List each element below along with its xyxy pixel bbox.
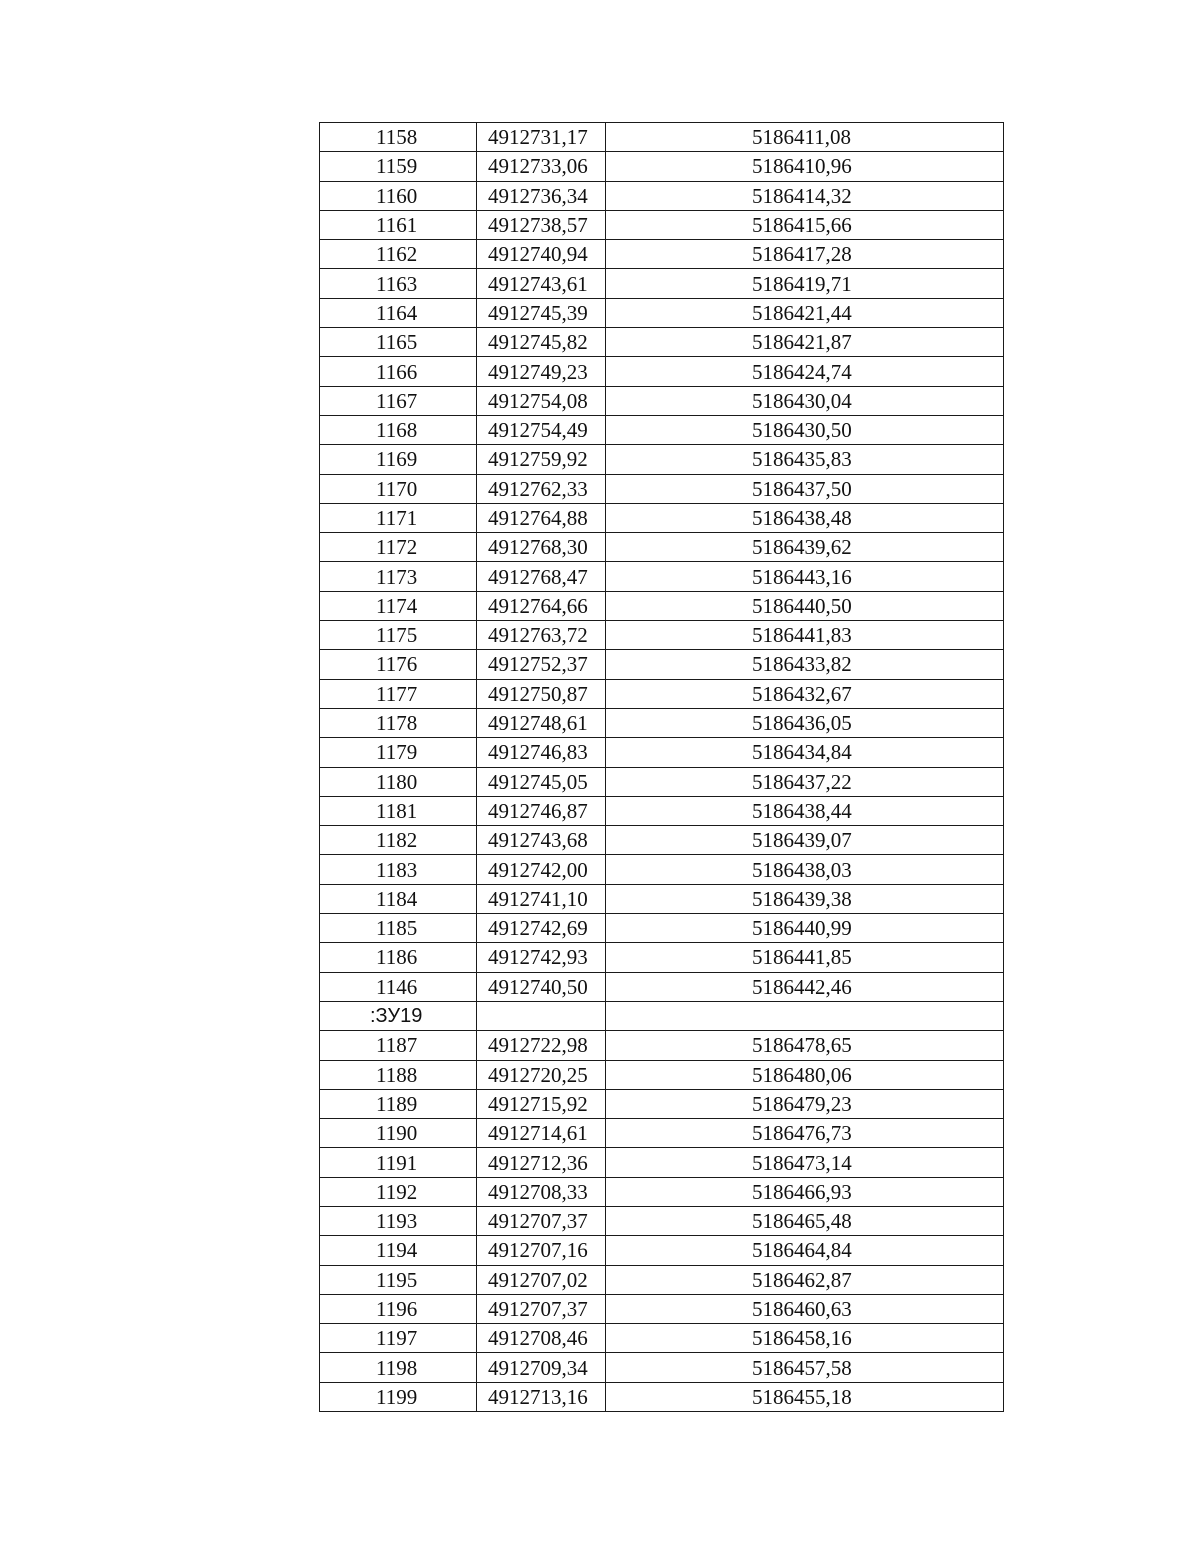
x-coordinate-cell: 4912752,37 <box>477 650 606 679</box>
point-number-cell: 1185 <box>320 914 477 943</box>
point-number-cell: 1178 <box>320 708 477 737</box>
x-coordinate-cell: 4912722,98 <box>477 1031 606 1060</box>
point-number-cell: 1183 <box>320 855 477 884</box>
table-row <box>320 1177 1004 1206</box>
table-row <box>320 1206 1004 1235</box>
y-coordinate-cell: 5186438,48 <box>606 503 1004 532</box>
table-row <box>320 1060 1004 1089</box>
table-row <box>320 152 1004 181</box>
point-number-cell: 1161 <box>320 210 477 239</box>
y-coordinate-cell: 5186438,44 <box>606 796 1004 825</box>
x-coordinate-cell: 4912763,72 <box>477 621 606 650</box>
table-row <box>320 503 1004 532</box>
point-number-cell: 1176 <box>320 650 477 679</box>
point-number-cell: 1191 <box>320 1148 477 1177</box>
point-number-cell: 1174 <box>320 591 477 620</box>
y-coordinate-cell: 5186438,03 <box>606 855 1004 884</box>
x-coordinate-cell: 4912750,87 <box>477 679 606 708</box>
x-coordinate-cell <box>477 1001 606 1030</box>
x-coordinate-cell: 4912759,92 <box>477 445 606 474</box>
point-number-cell: 1190 <box>320 1119 477 1148</box>
table-row <box>320 181 1004 210</box>
x-coordinate-cell: 4912748,61 <box>477 708 606 737</box>
y-coordinate-cell: 5186462,87 <box>606 1265 1004 1294</box>
x-coordinate-cell: 4912749,23 <box>477 357 606 386</box>
y-coordinate-cell: 5186417,28 <box>606 240 1004 269</box>
x-coordinate-cell: 4912742,69 <box>477 914 606 943</box>
table-row <box>320 533 1004 562</box>
y-coordinate-cell: 5186441,85 <box>606 943 1004 972</box>
y-coordinate-cell: 5186437,50 <box>606 474 1004 503</box>
x-coordinate-cell: 4912712,36 <box>477 1148 606 1177</box>
point-number-cell: 1171 <box>320 503 477 532</box>
y-coordinate-cell: 5186436,05 <box>606 708 1004 737</box>
y-coordinate-cell: 5186439,62 <box>606 533 1004 562</box>
x-coordinate-cell: 4912707,16 <box>477 1236 606 1265</box>
x-coordinate-cell: 4912745,39 <box>477 298 606 327</box>
point-number-cell: 1165 <box>320 328 477 357</box>
y-coordinate-cell: 5186466,93 <box>606 1177 1004 1206</box>
x-coordinate-cell: 4912754,49 <box>477 415 606 444</box>
y-coordinate-cell: 5186430,04 <box>606 386 1004 415</box>
x-coordinate-cell: 4912708,46 <box>477 1324 606 1353</box>
x-coordinate-cell: 4912745,82 <box>477 328 606 357</box>
point-number-cell: 1168 <box>320 415 477 444</box>
point-number-cell: 1158 <box>320 123 477 152</box>
x-coordinate-cell: 4912742,93 <box>477 943 606 972</box>
y-coordinate-cell: 5186441,83 <box>606 621 1004 650</box>
table-row <box>320 738 1004 767</box>
y-coordinate-cell: 5186411,08 <box>606 123 1004 152</box>
x-coordinate-cell: 4912745,05 <box>477 767 606 796</box>
table-row <box>320 1031 1004 1060</box>
y-coordinate-cell: 5186439,07 <box>606 826 1004 855</box>
y-coordinate-cell: 5186464,84 <box>606 1236 1004 1265</box>
x-coordinate-cell: 4912714,61 <box>477 1119 606 1148</box>
point-number-cell: 1186 <box>320 943 477 972</box>
y-coordinate-cell: 5186434,84 <box>606 738 1004 767</box>
point-number-cell: 1163 <box>320 269 477 298</box>
table-row <box>320 767 1004 796</box>
table-row <box>320 1353 1004 1382</box>
point-number-cell: 1188 <box>320 1060 477 1089</box>
point-number-cell: 1173 <box>320 562 477 591</box>
table-row <box>320 445 1004 474</box>
table-row <box>320 972 1004 1001</box>
y-coordinate-cell: 5186473,14 <box>606 1148 1004 1177</box>
table-row <box>320 1119 1004 1148</box>
x-coordinate-cell: 4912764,66 <box>477 591 606 620</box>
table-row <box>320 708 1004 737</box>
coordinates-table <box>319 122 1004 1412</box>
point-number-cell: 1160 <box>320 181 477 210</box>
section-row <box>320 1001 1004 1030</box>
y-coordinate-cell: 5186421,44 <box>606 298 1004 327</box>
y-coordinate-cell: 5186457,58 <box>606 1353 1004 1382</box>
point-number-cell: 1198 <box>320 1353 477 1382</box>
x-coordinate-cell: 4912743,68 <box>477 826 606 855</box>
point-number-cell: 1180 <box>320 767 477 796</box>
x-coordinate-cell: 4912743,61 <box>477 269 606 298</box>
y-coordinate-cell: 5186440,99 <box>606 914 1004 943</box>
x-coordinate-cell: 4912754,08 <box>477 386 606 415</box>
point-number-cell: 1194 <box>320 1236 477 1265</box>
table-row <box>320 679 1004 708</box>
y-coordinate-cell: 5186414,32 <box>606 181 1004 210</box>
x-coordinate-cell: 4912707,37 <box>477 1206 606 1235</box>
y-coordinate-cell: 5186432,67 <box>606 679 1004 708</box>
x-coordinate-cell: 4912709,34 <box>477 1353 606 1382</box>
y-coordinate-cell: 5186439,38 <box>606 884 1004 913</box>
point-number-cell: 1199 <box>320 1382 477 1411</box>
x-coordinate-cell: 4912740,94 <box>477 240 606 269</box>
x-coordinate-cell: 4912707,02 <box>477 1265 606 1294</box>
x-coordinate-cell: 4912746,87 <box>477 796 606 825</box>
y-coordinate-cell: 5186480,06 <box>606 1060 1004 1089</box>
y-coordinate-cell <box>606 1001 1004 1030</box>
x-coordinate-cell: 4912741,10 <box>477 884 606 913</box>
point-number-cell: 1193 <box>320 1206 477 1235</box>
y-coordinate-cell: 5186435,83 <box>606 445 1004 474</box>
table-row <box>320 210 1004 239</box>
table-row <box>320 562 1004 591</box>
point-number-cell: 1167 <box>320 386 477 415</box>
x-coordinate-cell: 4912733,06 <box>477 152 606 181</box>
point-number-cell: 1182 <box>320 826 477 855</box>
table-row <box>320 1148 1004 1177</box>
table-row <box>320 386 1004 415</box>
x-coordinate-cell: 4912768,30 <box>477 533 606 562</box>
coordinates-table-body <box>320 123 1004 1412</box>
point-number-cell: 1189 <box>320 1089 477 1118</box>
y-coordinate-cell: 5186415,66 <box>606 210 1004 239</box>
table-row <box>320 123 1004 152</box>
x-coordinate-cell: 4912707,37 <box>477 1294 606 1323</box>
y-coordinate-cell: 5186440,50 <box>606 591 1004 620</box>
x-coordinate-cell: 4912762,33 <box>477 474 606 503</box>
x-coordinate-cell: 4912742,00 <box>477 855 606 884</box>
table-row <box>320 884 1004 913</box>
point-number-cell: 1177 <box>320 679 477 708</box>
point-number-cell: 1164 <box>320 298 477 327</box>
point-number-cell: 1159 <box>320 152 477 181</box>
x-coordinate-cell: 4912740,50 <box>477 972 606 1001</box>
x-coordinate-cell: 4912720,25 <box>477 1060 606 1089</box>
table-row <box>320 474 1004 503</box>
table-row <box>320 415 1004 444</box>
y-coordinate-cell: 5186479,23 <box>606 1089 1004 1118</box>
point-number-cell: 1179 <box>320 738 477 767</box>
x-coordinate-cell: 4912768,47 <box>477 562 606 591</box>
table-row <box>320 1324 1004 1353</box>
table-row <box>320 1294 1004 1323</box>
point-number-cell: 1162 <box>320 240 477 269</box>
y-coordinate-cell: 5186478,65 <box>606 1031 1004 1060</box>
table-row <box>320 357 1004 386</box>
point-number-cell: 1175 <box>320 621 477 650</box>
table-row <box>320 1089 1004 1118</box>
y-coordinate-cell: 5186458,16 <box>606 1324 1004 1353</box>
y-coordinate-cell: 5186442,46 <box>606 972 1004 1001</box>
table-row <box>320 796 1004 825</box>
y-coordinate-cell: 5186437,22 <box>606 767 1004 796</box>
y-coordinate-cell: 5186421,87 <box>606 328 1004 357</box>
table-row <box>320 1382 1004 1411</box>
point-number-cell: 1166 <box>320 357 477 386</box>
y-coordinate-cell: 5186410,96 <box>606 152 1004 181</box>
y-coordinate-cell: 5186430,50 <box>606 415 1004 444</box>
point-number-cell: 1196 <box>320 1294 477 1323</box>
y-coordinate-cell: 5186433,82 <box>606 650 1004 679</box>
y-coordinate-cell: 5186424,74 <box>606 357 1004 386</box>
y-coordinate-cell: 5186476,73 <box>606 1119 1004 1148</box>
y-coordinate-cell: 5186465,48 <box>606 1206 1004 1235</box>
table-row <box>320 621 1004 650</box>
y-coordinate-cell: 5186455,18 <box>606 1382 1004 1411</box>
table-row <box>320 1265 1004 1294</box>
table-row <box>320 240 1004 269</box>
x-coordinate-cell: 4912713,16 <box>477 1382 606 1411</box>
x-coordinate-cell: 4912746,83 <box>477 738 606 767</box>
y-coordinate-cell: 5186460,63 <box>606 1294 1004 1323</box>
point-number-cell: 1146 <box>320 972 477 1001</box>
table-row <box>320 914 1004 943</box>
point-number-cell: 1187 <box>320 1031 477 1060</box>
section-label: :ЗУ19 <box>320 1001 477 1030</box>
point-number-cell: 1195 <box>320 1265 477 1294</box>
table-row <box>320 855 1004 884</box>
table-row <box>320 650 1004 679</box>
point-number-cell: 1181 <box>320 796 477 825</box>
table-row <box>320 328 1004 357</box>
table-row <box>320 298 1004 327</box>
point-number-cell: 1192 <box>320 1177 477 1206</box>
point-number-cell: 1172 <box>320 533 477 562</box>
point-number-cell: 1169 <box>320 445 477 474</box>
table-row <box>320 826 1004 855</box>
table-row <box>320 1236 1004 1265</box>
table-row <box>320 943 1004 972</box>
y-coordinate-cell: 5186419,71 <box>606 269 1004 298</box>
point-number-cell: 1170 <box>320 474 477 503</box>
table-row <box>320 591 1004 620</box>
x-coordinate-cell: 4912764,88 <box>477 503 606 532</box>
x-coordinate-cell: 4912715,92 <box>477 1089 606 1118</box>
point-number-cell: 1184 <box>320 884 477 913</box>
x-coordinate-cell: 4912738,57 <box>477 210 606 239</box>
point-number-cell: 1197 <box>320 1324 477 1353</box>
y-coordinate-cell: 5186443,16 <box>606 562 1004 591</box>
x-coordinate-cell: 4912731,17 <box>477 123 606 152</box>
x-coordinate-cell: 4912736,34 <box>477 181 606 210</box>
x-coordinate-cell: 4912708,33 <box>477 1177 606 1206</box>
table-row <box>320 269 1004 298</box>
